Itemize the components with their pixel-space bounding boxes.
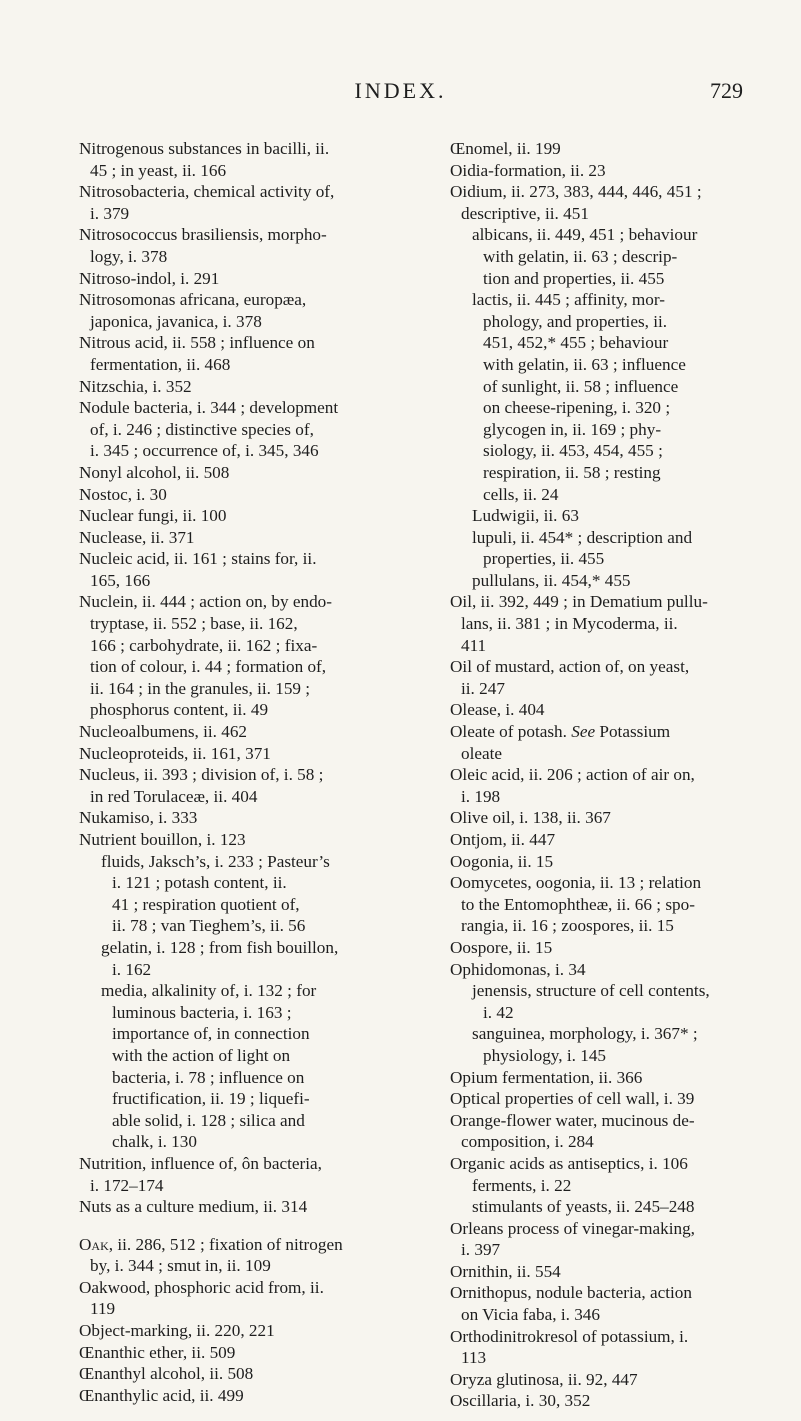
index-entry	[79, 397, 419, 462]
index-subentry	[79, 980, 419, 1153]
index-entry	[79, 376, 419, 398]
index-line-text: , ii. 286, 512 ; fixation of nitrogen	[108, 1234, 343, 1254]
index-entry	[79, 332, 419, 375]
index-entry	[79, 181, 419, 224]
index-line: Olease, i. 404	[450, 700, 545, 720]
index-line: on Vicia faba, i. 346	[461, 1305, 600, 1325]
index-line: Ornithopus, nodule bacteria, action	[450, 1283, 692, 1303]
index-line: sanguinea, morphology, i. 367* ;	[472, 1024, 698, 1044]
index-line: i. 162	[112, 959, 152, 979]
index-line: able solid, i. 128 ; silica and	[112, 1110, 305, 1130]
index-line: i. 121 ; potash content, ii.	[112, 873, 287, 893]
index-line: Ludwigii, ii. 63	[472, 506, 579, 526]
index-line: rangia, ii. 16 ; zoospores, ii. 15	[461, 916, 674, 936]
page-header	[0, 78, 801, 110]
index-entry	[79, 721, 419, 743]
index-entry	[450, 959, 750, 981]
index-entry	[79, 829, 419, 851]
index-subentry	[450, 505, 750, 527]
index-subentry	[450, 570, 750, 592]
index-line: i. 172–174	[90, 1175, 164, 1195]
index-line: ferments, i. 22	[472, 1175, 572, 1195]
index-line: 411	[461, 635, 487, 655]
index-entry	[450, 829, 750, 851]
index-line: descriptive, ii. 451	[461, 203, 589, 223]
index-line: Oospore, ii. 15	[450, 937, 553, 957]
index-line: Nitrosomonas africana, europæa,	[79, 290, 307, 310]
index-entry	[450, 656, 750, 699]
running-title: INDEX.	[354, 78, 447, 103]
index-line: stimulants of yeasts, ii. 245–248	[472, 1197, 695, 1217]
index-entry	[450, 1153, 750, 1175]
index-line: fructification, ii. 19 ; liquefi-	[112, 1089, 310, 1109]
index-line: chalk, i. 130	[112, 1132, 197, 1152]
see-target: Potassium	[595, 722, 671, 742]
index-line: Olive oil, i. 138, ii. 367	[450, 808, 611, 828]
index-line: i. 42	[483, 1002, 514, 1022]
index-line: phosphorus content, ii. 49	[90, 700, 269, 720]
index-line: Nonyl alcohol, ii. 508	[79, 462, 230, 482]
index-line: Nitroso-indol, i. 291	[79, 268, 220, 288]
index-entry	[79, 1234, 419, 1277]
index-line: lactis, ii. 445 ; affinity, mor-	[472, 290, 665, 310]
index-entry	[79, 1196, 419, 1218]
small-caps-headword: Oak	[79, 1234, 109, 1254]
index-line: Orthodinitrokresol of potassium, i.	[450, 1326, 689, 1346]
index-line: Ophidomonas, i. 34	[450, 959, 586, 979]
index-line: Orange-flower water, mucinous de-	[450, 1110, 695, 1130]
index-entry	[79, 743, 419, 765]
index-line: Nitzschia, i. 352	[79, 376, 192, 396]
index-subentry	[450, 1196, 750, 1218]
index-line: i. 397	[461, 1240, 501, 1260]
index-subentry	[450, 527, 750, 570]
index-line: Orleans process of vinegar-making,	[450, 1218, 695, 1238]
index-line: Nuclein, ii. 444 ; action on, by endo-	[79, 592, 332, 612]
index-line: ii. 164 ; in the granules, ii. 159 ;	[90, 678, 311, 698]
index-line: 119	[90, 1299, 116, 1319]
index-line: Oleic acid, ii. 206 ; action of air on,	[450, 765, 695, 785]
index-line: Œnanthylic acid, ii. 499	[79, 1385, 244, 1405]
index-line: Optical properties of cell wall, i. 39	[450, 1089, 695, 1109]
index-subentry	[79, 937, 419, 980]
index-line: Œnanthic ether, ii. 509	[79, 1342, 236, 1362]
index-line: on cheese-ripening, i. 320 ;	[483, 398, 671, 418]
index-subentry	[450, 224, 750, 289]
index-entry	[79, 591, 419, 721]
index-line: glycogen in, ii. 169 ; phy-	[483, 419, 662, 439]
index-subentry	[450, 1175, 750, 1197]
index-entry	[450, 764, 750, 807]
index-line: logy, i. 378	[90, 246, 168, 266]
index-line: Opium fermentation, ii. 366	[450, 1067, 643, 1087]
index-line: lupuli, ii. 454* ; description and	[472, 527, 693, 547]
index-line: importance of, in connection	[112, 1024, 310, 1044]
index-line: i. 379	[90, 203, 130, 223]
index-line	[450, 721, 750, 743]
index-entry	[79, 1385, 419, 1407]
index-line: phology, and properties, ii.	[483, 311, 668, 331]
index-entry	[79, 1320, 419, 1342]
index-entry	[79, 527, 419, 549]
index-line: Ornithin, ii. 554	[450, 1261, 561, 1281]
index-entry	[450, 807, 750, 829]
index-line: of sunlight, ii. 58 ; influence	[483, 376, 679, 396]
index-line: 113	[461, 1348, 487, 1368]
index-line: 165, 166	[90, 570, 151, 590]
index-line: Oomycetes, oogonia, ii. 13 ; relation	[450, 873, 702, 893]
index-entry	[79, 1153, 419, 1196]
index-line: tryptase, ii. 552 ; base, ii. 162,	[90, 614, 298, 634]
index-line: bacteria, i. 78 ; influence on	[112, 1067, 305, 1087]
index-entry	[79, 505, 419, 527]
index-line: with gelatin, ii. 63 ; descrip-	[483, 246, 678, 266]
index-entry	[79, 1277, 419, 1320]
index-line: Nitrogenous substances in bacilli, ii.	[79, 139, 330, 158]
index-entry	[79, 764, 419, 807]
index-line: fermentation, ii. 468	[90, 354, 231, 374]
index-entry	[450, 138, 750, 160]
index-line: Oryza glutinosa, ii. 92, 447	[450, 1369, 638, 1389]
index-entry	[79, 289, 419, 332]
index-line: ii. 247	[461, 678, 505, 698]
see-reference: See	[571, 722, 596, 742]
index-entry	[450, 1110, 750, 1153]
index-entry	[450, 1218, 750, 1261]
index-line: Oidium, ii. 273, 383, 444, 446, 451 ;	[450, 182, 702, 202]
index-line: i. 198	[461, 786, 501, 806]
index-entry	[450, 1088, 750, 1110]
index-line: japonica, javanica, i. 378	[90, 311, 262, 331]
index-line: Ontjom, ii. 447	[450, 830, 556, 849]
index-line: oleate	[461, 743, 503, 763]
index-entry	[79, 138, 419, 181]
index-entry	[450, 851, 750, 873]
index-line: jenensis, structure of cell contents,	[472, 981, 710, 1001]
index-line: composition, i. 284	[461, 1132, 594, 1152]
index-line: siology, ii. 453, 454, 455 ;	[483, 441, 663, 461]
index-line: i. 345 ; occurrence of, i. 345, 346	[90, 441, 319, 461]
index-entry	[450, 160, 750, 182]
index-line: Nuts as a culture medium, ii. 314	[79, 1197, 308, 1217]
index-line: Object-marking, ii. 220, 221	[79, 1321, 275, 1341]
index-line: Nitrous acid, ii. 558 ; influence on	[79, 333, 315, 353]
index-line: Oil of mustard, action of, on yeast,	[450, 657, 690, 677]
index-line: 166 ; carbohydrate, ii. 162 ; fixa-	[90, 635, 318, 655]
index-line: cells, ii. 24	[483, 484, 559, 504]
index-entry	[450, 1390, 750, 1412]
index-line: Nucleus, ii. 393 ; division of, i. 58 ;	[79, 765, 324, 785]
index-line: physiology, i. 145	[483, 1045, 607, 1065]
index-line: ii. 78 ; van Tieghem’s, ii. 56	[112, 916, 306, 936]
index-subentry	[79, 851, 419, 937]
index-line: respiration, ii. 58 ; resting	[483, 462, 661, 482]
index-line: 451, 452,* 455 ; behaviour	[483, 333, 669, 353]
index-line: gelatin, i. 128 ; from fish bouillon,	[101, 937, 339, 957]
index-line: Nutrient bouillon, i. 123	[79, 830, 246, 849]
index-line: tion and properties, ii. 455	[483, 268, 665, 288]
index-line: Oogonia, ii. 15	[450, 851, 554, 871]
index-line: Oakwood, phosphoric acid from, ii.	[79, 1277, 324, 1297]
index-entry	[450, 591, 750, 656]
index-entry	[79, 1342, 419, 1364]
index-line: Organic acids as antiseptics, i. 106	[450, 1153, 688, 1173]
index-line: Nitrosococcus brasiliensis, morpho-	[79, 225, 327, 245]
index-entry	[450, 937, 750, 959]
index-line: albicans, ii. 449, 451 ; behaviour	[472, 225, 698, 245]
index-entry	[79, 1363, 419, 1385]
index-line: Oscillaria, i. 30, 352	[450, 1391, 591, 1411]
index-line: Nucleic acid, ii. 161 ; stains for, ii.	[79, 549, 317, 569]
index-line: Nutrition, influence of, ôn bacteria,	[79, 1153, 322, 1173]
index-line: Oil, ii. 392, 449 ; in Dematium pullu-	[450, 592, 708, 612]
index-line: of, i. 246 ; distinctive species of,	[90, 419, 314, 439]
index-line: Nucleoalbumens, ii. 462	[79, 722, 248, 742]
index-entry	[450, 699, 750, 721]
index-line: Nodule bacteria, i. 344 ; development	[79, 398, 339, 418]
index-line: Nitrosobacteria, chemical activity of,	[79, 182, 335, 202]
index-subentry	[450, 980, 750, 1023]
index-entry	[79, 484, 419, 506]
index-line: luminous bacteria, i. 163 ;	[112, 1002, 292, 1022]
index-line: Nuclease, ii. 371	[79, 527, 195, 547]
index-line: with gelatin, ii. 63 ; influence	[483, 354, 686, 374]
index-line: with the action of light on	[112, 1045, 291, 1065]
index-entry	[450, 872, 750, 937]
index-line: Nucleoproteids, ii. 161, 371	[79, 743, 271, 763]
index-line: fluids, Jaksch’s, i. 233 ; Pasteur’s	[101, 851, 330, 871]
index-entry	[79, 268, 419, 290]
index-entry	[450, 1067, 750, 1089]
index-entry	[79, 224, 419, 267]
index-line: Nukamiso, i. 333	[79, 808, 198, 828]
index-line: media, alkalinity of, i. 132 ; for	[101, 981, 317, 1001]
index-entry	[450, 1282, 750, 1325]
index-entry	[79, 462, 419, 484]
index-entry	[79, 548, 419, 591]
left-index-column	[79, 138, 419, 1406]
index-entry	[79, 807, 419, 829]
index-entry	[450, 1326, 750, 1369]
index-line: Œnanthyl alcohol, ii. 508	[79, 1364, 254, 1384]
index-line: 45 ; in yeast, ii. 166	[90, 160, 227, 180]
index-line: 41 ; respiration quotient of,	[112, 894, 300, 914]
index-subentry	[450, 289, 750, 505]
index-line: by, i. 344 ; smut in, ii. 109	[90, 1256, 271, 1276]
right-index-column	[450, 138, 750, 1412]
index-line: Oidia-formation, ii. 23	[450, 160, 606, 180]
index-line: Nuclear fungi, ii. 100	[79, 506, 227, 526]
index-entry	[450, 721, 750, 764]
index-line: Nostoc, i. 30	[79, 484, 167, 504]
index-line: lans, ii. 381 ; in Mycoderma, ii.	[461, 614, 678, 634]
index-line-text: Oleate of potash.	[450, 722, 572, 742]
index-entry	[450, 1261, 750, 1283]
index-line: tion of colour, i. 44 ; formation of,	[90, 657, 327, 677]
index-subentry	[450, 1023, 750, 1066]
index-entry	[450, 1369, 750, 1391]
index-line: in red Torulaceæ, ii. 404	[90, 786, 258, 806]
page-number: 729	[710, 78, 743, 103]
index-line: pullulans, ii. 454,* 455	[472, 570, 631, 590]
index-entry	[450, 181, 750, 224]
index-line: Œnomel, ii. 199	[450, 139, 561, 158]
index-line: properties, ii. 455	[483, 549, 605, 569]
index-line	[79, 1234, 419, 1256]
index-line: to the Entomophtheæ, ii. 66 ; spo-	[461, 894, 695, 914]
